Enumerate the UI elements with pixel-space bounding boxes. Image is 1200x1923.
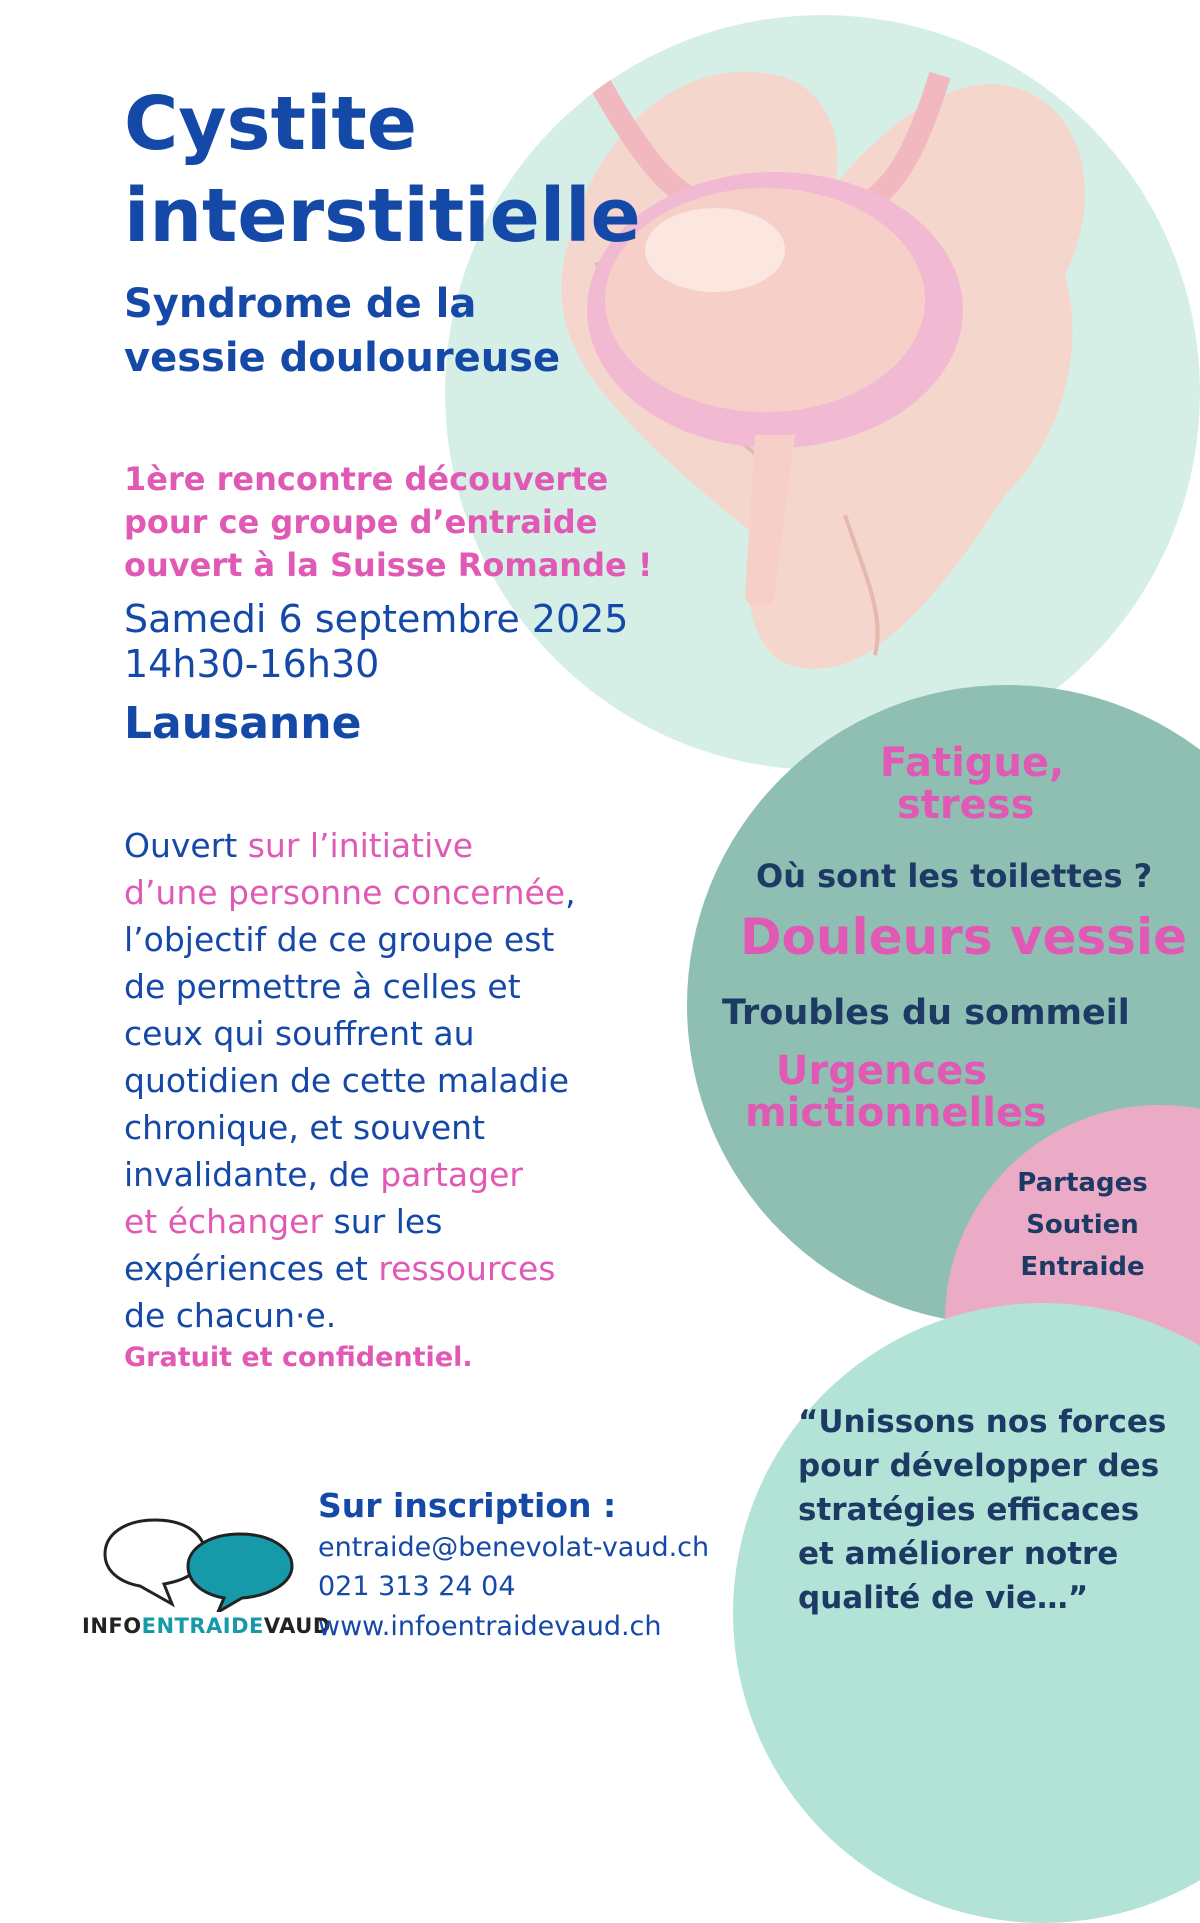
logo-wordmark: INFOENTRAIDEVAUD: [82, 1614, 331, 1638]
quote-line-2: pour développer des: [798, 1448, 1160, 1484]
intro-line-1: 1ère rencontre découverte: [124, 460, 609, 498]
body-line-4: de permettre à celles et: [124, 967, 521, 1006]
body-line-7: chronique, et souvent: [124, 1108, 486, 1147]
symptom-pain: Douleurs vessie: [740, 908, 1187, 966]
title-line-1: Cystite: [124, 81, 417, 167]
value-sharing: Partages: [1017, 1168, 1148, 1198]
contact-phone[interactable]: 021 313 24 04: [318, 1571, 516, 1602]
symptom-urgency-1: Urgences: [776, 1048, 988, 1094]
event-date: Samedi 6 septembre 2025: [124, 597, 629, 641]
free-confidential: Gratuit et confidentiel.: [124, 1342, 473, 1373]
body-line-8: invalidante, de partager: [124, 1155, 523, 1194]
body-line-11: de chacun·e.: [124, 1296, 337, 1335]
subtitle-line-1: Syndrome de la: [124, 281, 477, 327]
body-line-2: d’une personne concernée,: [124, 873, 576, 912]
intro-line-3: ouvert à la Suisse Romande !: [124, 546, 653, 584]
title-line-2: interstitielle: [124, 173, 641, 259]
hands-bladder-illustration: [445, 15, 1200, 770]
body-line-3: l’objectif de ce groupe est: [124, 920, 555, 959]
quote-line-4: et améliorer notre: [798, 1536, 1119, 1572]
speech-bubbles-logo-icon: [100, 1512, 300, 1612]
body-line-5: ceux qui souffrent au: [124, 1014, 475, 1053]
body-line-9: et échanger sur les: [124, 1202, 443, 1241]
body-line-6: quotidien de cette maladie: [124, 1061, 570, 1100]
contact-email-link[interactable]: entraide@benevolat-vaud.ch: [318, 1532, 710, 1563]
quote-line-1: “Unissons nos forces: [798, 1404, 1167, 1440]
event-time: 14h30-16h30: [124, 642, 380, 686]
body-line-1: Ouvert sur l’initiative: [124, 826, 474, 865]
quote-line-3: stratégies efficaces: [798, 1492, 1140, 1528]
intro-line-2: pour ce groupe d’entraide: [124, 503, 598, 541]
body-line-10: expériences et ressources: [124, 1249, 556, 1288]
value-mutual-aid: Entraide: [1020, 1252, 1145, 1282]
symptom-sleep: Troubles du sommeil: [722, 993, 1130, 1033]
symptom-toilets: Où sont les toilettes ?: [756, 857, 1153, 895]
symptom-fatigue-2: stress: [897, 782, 1035, 828]
subtitle-line-2: vessie douloureuse: [124, 335, 561, 381]
event-city: Lausanne: [124, 698, 362, 749]
value-support: Soutien: [1026, 1210, 1139, 1240]
website-link[interactable]: www.infoentraidevaud.ch: [318, 1611, 662, 1642]
registration-heading: Sur inscription :: [318, 1486, 617, 1525]
symptom-urgency-2: mictionnelles: [745, 1090, 1047, 1136]
quote-line-5: qualité de vie…”: [798, 1580, 1089, 1616]
symptom-fatigue-1: Fatigue,: [880, 740, 1065, 786]
